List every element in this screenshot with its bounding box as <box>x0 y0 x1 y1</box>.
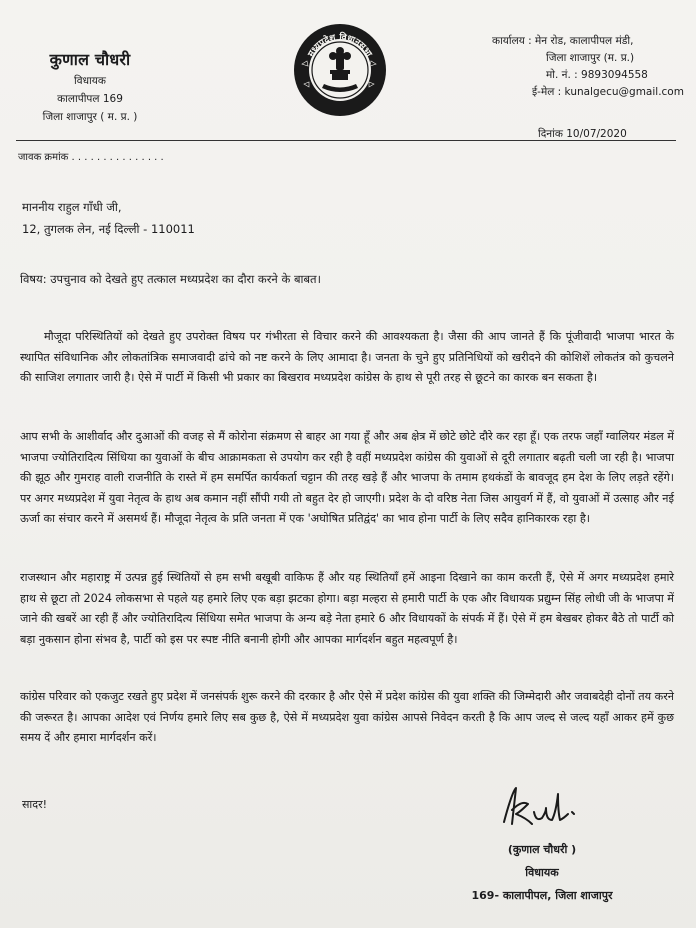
recipient-name: माननीय राहुल गाँधी जी, <box>22 200 122 214</box>
signatory-designation: विधायक <box>525 866 559 879</box>
sender-block <box>20 48 160 124</box>
recipient-block <box>22 196 195 240</box>
email-address: ई-मेल : kunalgecu@gmail.com <box>532 86 684 98</box>
recipient-address: 12, तुगलक लेन, नई दिल्ली - 110011 <box>22 222 195 236</box>
office-district: जिला शाजापुर (म. प्र.) <box>546 52 635 64</box>
sender-designation: विधायक <box>74 75 106 87</box>
sender-name: कुणाल चौधरी <box>49 50 131 69</box>
body-paragraph: कांग्रेस परिवार को एकजुट रखते हुए प्रदेश में जनसंपर्क शुरू करने की दरकार है और ऐसे में प्रदेश कांग्रेस की युवा शक्ति की जिम्मेदारी और जवाबदेही दोनों तय करने की जरूरत है। आपका आदेश एवं निर्णय हमारे लिए सब कुछ है, ऐसे में मध्यप्रदेश युवा कांग्रेस आपसे निवेदन करती है कि आप जल्द से जल्द यहाँ आकर हमें कुछ समय दें और हमारा मार्गदर्शन करें। <box>20 690 674 744</box>
handwritten-signature <box>498 782 580 832</box>
signature-block <box>442 838 642 907</box>
office-address: कार्यालय : मेन रोड, कालापीपल मंडी, <box>492 35 634 47</box>
sender-constituency: कालापीपल 169 <box>57 93 123 105</box>
body-paragraph: राजस्थान और महाराष्ट्र में उत्पन्न हुई स्थितियों से हम सभी बखूबी वाकिफ हैं और यह स्थितियाँ हमें आइना दिखाने का काम करती हैं, ऐसे में अगर मध्यप्रदेश हमारे हाथ से छूटा तो 2024 लोकसभा से पहले यह हमारे लिए एक बड़ा झटका होगा। बड़ा मल्हरा से हमारी पार्टी के एक और विधायक प्रद्युम्न सिंह लोधी जी के भाजपा में जाने की खबरें आ रही हैं और ज्योतिरादित्य सिंधिया समेत भाजपा के अन्य बड़े नेता हमारे 6 और विधायकों के संपर्क में हैं। ऐसे में हम बेखबर होकर बैठे तो पार्टी को बड़ा नुकसान होना संभव है, पार्टी को इस पर स्पष्ट नीति बनानी होगी और आपका मार्गदर्शन बहुत महत्वपूर्ण है। <box>20 571 674 646</box>
signatory-name: (कुणाल चौधरी ) <box>507 843 577 856</box>
subject-line: विषय: उपचुनाव को देखते हुए तत्काल मध्यप्रदेश का दौरा करने के बाबत। <box>20 272 321 286</box>
closing-salutation: सादर! <box>22 798 48 811</box>
letter-date: दिनांक 10/07/2020 <box>538 128 627 140</box>
mp-vidhan-sabha-emblem <box>292 22 388 118</box>
sender-district: जिला शाजापुर ( म. प्र. ) <box>42 111 138 123</box>
dispatch-number: जावक क्रमांक . . . . . . . . . . . . . . . <box>18 152 164 163</box>
body-paragraph: आप सभी के आशीर्वाद और दुआओं की वजह से मैं कोरोना संक्रमण से बाहर आ गया हूँ और अब क्षेत्र में छोटे छोटे दौरे कर रहा हूँ। एक तरफ जहाँ ग्वालियर मंडल में भाजपा ज्योतिरादित्य सिंधिया का युवाओं के बीच आक्रामकता से उपयोग कर रही है वहीं मध्यप्रदेश कांग्रेस की युवाओं से दूरी लगातार बढ़ती चली जा रही है। भाजपा की झूठ और गुमराह वाली राजनीति के रास्ते में हम समर्पित कार्यकर्ता चट्टान की तरह खड़े हैं और भाजपा के तमाम हथकंडों के बावजूद हम देश के लिए लड़ते रहेंगे। पर अगर मध्यप्रदेश में युवा नेतृत्व के हाथ अब कमान नहीं सौंपी गयी तो बहुत देर हो जाएगी। प्रदेश के दो वरिष्ठ नेता जिस आयुवर्ग में हैं, वो युवाओं में उत्साह और नई ऊर्जा का संचार करने में असमर्थ हैं। मौजूदा नेतृत्व के प्रति जनता में एक 'अघोषित प्रतिद्वंद' का भाव होना पार्टी के लिए सदैव हानिकारक रहा है। <box>20 430 674 525</box>
signatory-place: 169- कालापीपल, जिला शाजापुर <box>471 889 613 902</box>
emblem-text: मध्यप्रदेश विधानसभा <box>306 32 374 59</box>
mobile-number: मो. नं. : 9893094558 <box>546 69 648 81</box>
office-contact-block <box>492 33 692 101</box>
header-divider <box>16 140 676 141</box>
body-paragraph: मौजूदा परिस्थितियों को देखते हुए उपरोक्त विषय पर गंभीरता से विचार करने की आवश्यकता है। जैसा की आप जानते हैं कि पूंजीवादी भाजपा भारत के स्थापित संविधानिक और लोकतांत्रिक समाजवादी ढांचे को नष्ट करने के लिए आमादा है। जनता के चुने हुए प्रतिनिधियों को खरीदने की कोशिशें लोकतंत्र को कुचलने की साजिश लगातार जारी है। ऐसे में पार्टी में किसी भी प्रकार का बिखराव मध्यप्रदेश कांग्रेस के हाथ से पूरी तरह से छूटने का कारक बन सकता है। <box>20 330 674 384</box>
